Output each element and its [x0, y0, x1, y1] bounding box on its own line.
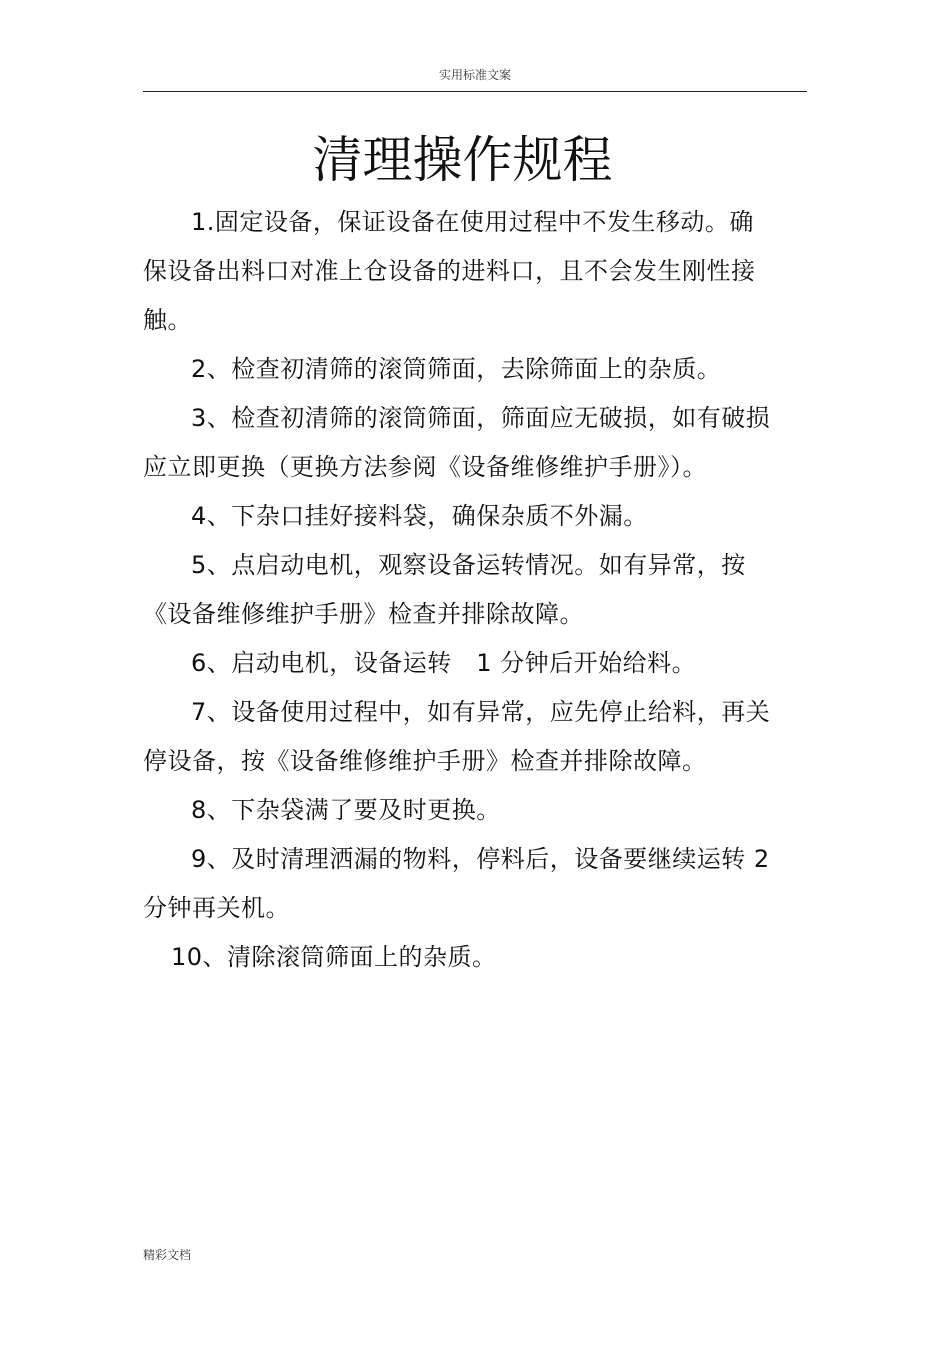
paragraph-item-9: 9、及时清理洒漏的物料，停料后，设备要继续运转 2 分钟再关机。 [143, 845, 770, 922]
document-body [143, 198, 775, 982]
paragraph-item-8: 8、下杂袋满了要及时更换。 [191, 796, 501, 824]
page-header-text: 实用标准文案 [438, 68, 511, 82]
paragraph-item-3: 3、检查初清筛的滚筒筛面，筛面应无破损，如有破损应立即更换（更换方法参阅《设备维修维护手册》）。 [143, 404, 771, 481]
paragraph-item-6: 6、启动电机，设备运转 1 分钟后开始给料。 [191, 649, 697, 677]
header-divider [143, 91, 807, 92]
paragraph-item-5: 5、点启动电机，观察设备运转情况。如有异常，按《设备维修维护手册》检查并排除故障。 [143, 551, 746, 628]
document-title: 清理操作规程 [312, 131, 613, 189]
paragraph-item-10: 10、清除滚筒筛面上的杂质。 [171, 943, 497, 971]
paragraph-item-2: 2、检查初清筛的滚筒筛面，去除筛面上的杂质。 [191, 355, 722, 383]
paragraph-item-7: 7、设备使用过程中，如有异常，应先停止给料，再关停设备，按《设备维修维护手册》检查并排除故障。 [143, 698, 771, 775]
page-footer-text: 精彩文档 [143, 1248, 192, 1262]
paragraph-item-1: 1.固定设备，保证设备在使用过程中不发生移动。确保设备出料口对准上仓设备的进料口，且不会发生刚性接触。 [143, 208, 756, 334]
paragraph-item-4: 4、下杂口挂好接料袋，确保杂质不外漏。 [191, 502, 648, 530]
